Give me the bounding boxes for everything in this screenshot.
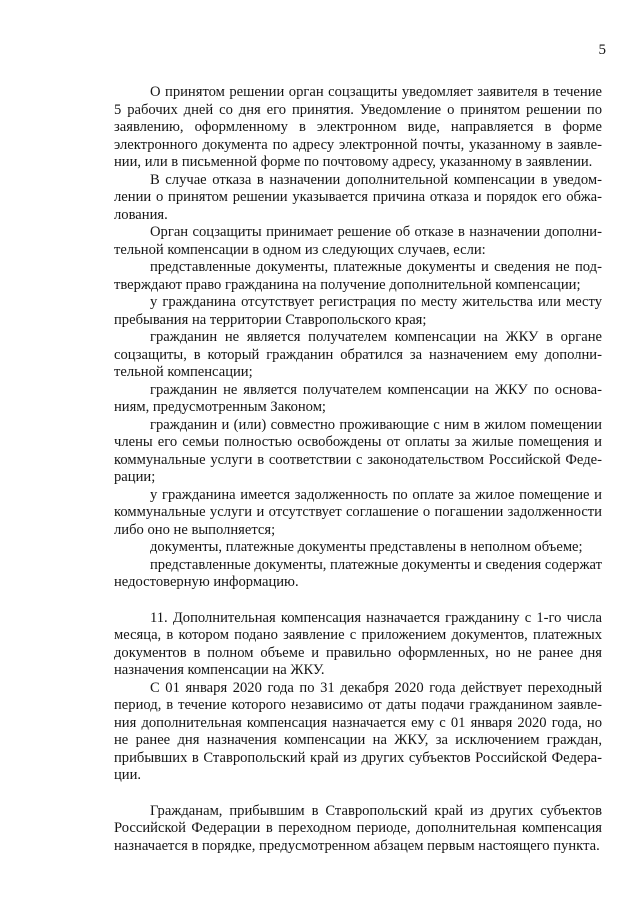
paragraph-refusal-cases-intro: Орган соцзащиты принимает решение об отказе в назначении дополнительной компенсации в одном из следующих случаев, если: (114, 224, 602, 258)
page-number: 5 (598, 42, 606, 58)
list-item-debt: у гражданина имеется задолженность по оплате за жилое помещение и коммунальные услуги и отсутствует соглашение о погашении задолженности либо оно не выполняется; (114, 486, 602, 538)
list-item-incomplete-documents: документы, платежные документы представлены в неполном объеме; (150, 539, 583, 555)
paragraph-section-11: 11. Дополнительная компенсация назначается гражданину с 1-го числа месяца, в котором подано заявление с приложением документов, платежных документов в полном объеме и правильно оформленных, но не ранее дня назначения компенсации на ЖКУ. (114, 609, 602, 678)
list-item-not-recipient-in-office: гражданин не является получателем компенсации на ЖКУ в органе соцзащиты, в который гражданин обратился за назначением ему дополнительной компенсации; (114, 329, 602, 380)
list-item-false-information: представленные документы, платежные документы и сведения содержат недостоверную информацию. (114, 556, 603, 590)
list-item-documents-not-confirm: представленные документы, платежные документы и сведения не подтверждают право гражданина на получение дополнительной компенсации; (114, 259, 602, 293)
list-item-no-registration: у гражданина отсутствует регистрация по месту жительства или месту пребывания на территории Ставропольского края; (114, 294, 602, 328)
paragraph-arrived-citizens: Гражданам, прибывшим в Ставропольский край из других субъектов Российской Федерации в переходном периоде, дополнительная компенсация назначается в порядке, предусмотренном абзацем первым настоящего пункта. (114, 802, 602, 854)
list-item-exempt-from-payment: гражданин и (или) совместно проживающие с ним в жилом помещении члены его семьи полностью освобождены от оплаты за жилые помещения и коммунальные услуги в соответствии с законодательством Российской Федерации; (114, 416, 602, 485)
paragraph-refusal-reason: В случае отказа в назначении дополнительной компенсации в уведомлении о принятом решении указывается причина отказа и порядок его обжалования. (114, 171, 602, 223)
document-body (114, 84, 602, 855)
list-item-not-recipient-by-law: гражданин не является получателем компенсации на ЖКУ по основаниям, предусмотренным Законом; (114, 381, 602, 415)
paragraph-decision-notification: О принятом решении орган соцзащиты уведомляет заявителя в течение 5 рабочих дней со дня его принятия. Уведомление о принятом решении по заявлению, оформленному в электронном виде, направляется в форме электронного документа по адресу электронной почты, указанному в заявлении, или в письменной форме по почтовому адресу, указанному в заявлении. (114, 84, 602, 170)
paragraph-transition-period: С 01 января 2020 года по 31 декабря 2020 года действует переходный период, в течение которого независимо от даты подачи гражданином заявления дополнительная компенсация назначается ему с 01 января 2020 года, но не ранее дня назначения компенсации на ЖКУ, за исключением граждан, прибывших в Ставропольский край из других субъектов Российской Федерации. (114, 679, 602, 783)
